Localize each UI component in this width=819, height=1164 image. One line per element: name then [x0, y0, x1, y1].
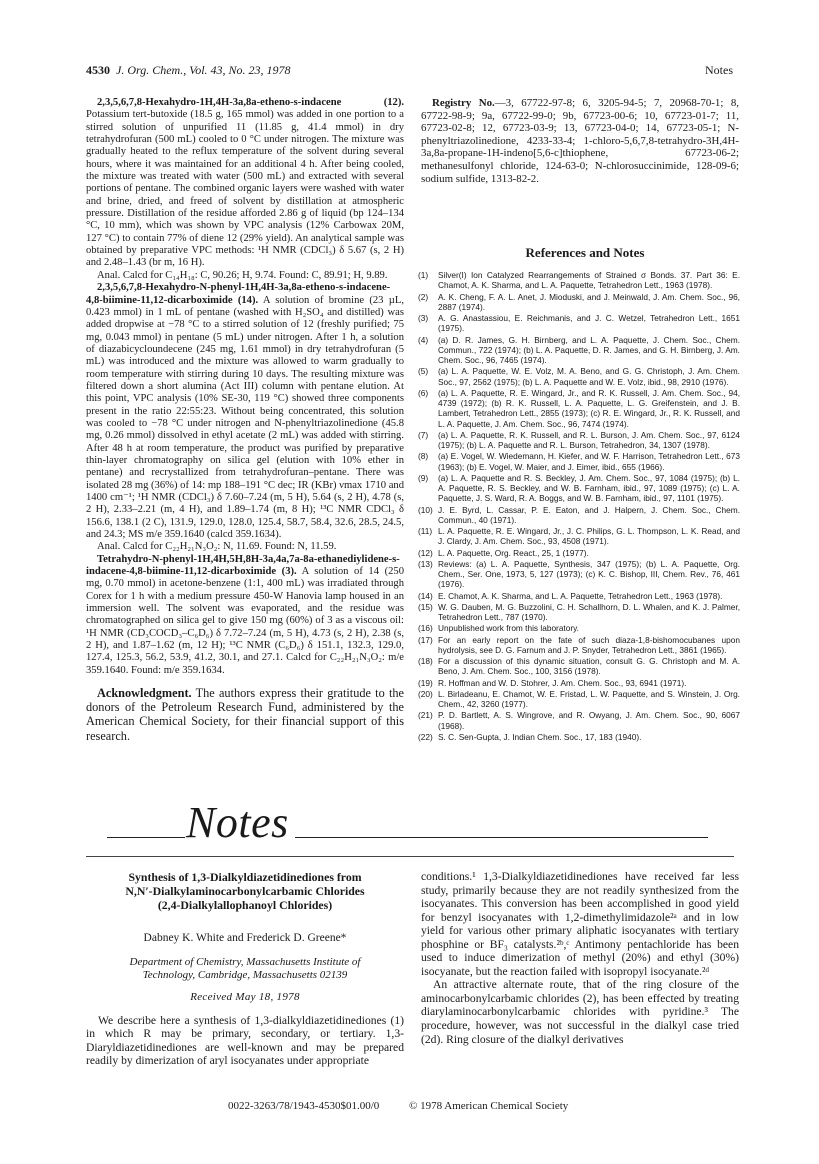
registry-paragraph — [421, 97, 739, 185]
reference-text: L. A. Paquette, Org. React., 25, 1 (1977). — [438, 547, 589, 558]
footer-code: 0022-3263/78/1943-4530$01.00/0 — [228, 1100, 380, 1112]
reference-text: A. K. Cheng, F. A. L. Anet, J. Mioduski, and J. Meinwald, J. Am. Chem. Soc., 96, 2887 (1974). — [438, 291, 740, 312]
references-title: References and Notes — [525, 245, 645, 260]
banner-rule-left — [107, 837, 185, 838]
reference-item — [418, 678, 740, 688]
registry-heading: Registry No. — [432, 97, 495, 109]
journal-citation: J. Org. Chem., Vol. 43, No. 23, 1978 — [116, 63, 291, 77]
analysis-12: Anal. Calcd for C₁₄H₁₈: C, 90.26; H, 9.74. Found: C, 89.91; H, 9.89. — [97, 269, 388, 281]
reference-number: (2) — [418, 291, 429, 302]
registry-text: —3, 67722-97-8; 6, 3205-94-5; 7, 20968-70-1; 8, 67722-98-9; 9a, 67722-99-0; 9b, 67723-00-6; 10, 67723-01-7; 11, 67723-02-8; 12, 67723-03-9; 13, 67723-04-0; 14, 67723-05-1; N-phenyltriazolinedione, 4233-33-4; 1-chloro-5,6,7,8-tetrahydro-3H,4H-3a,8a-propane-1H-indeno[5,6-c]thiophene, 67723-06-2; methanesulfonyl chloride, 124-63-0; N-chlorosuccinimide, 128-09-6; sodium sulfide, 1313-82-2. — [421, 97, 739, 185]
reference-item — [418, 430, 740, 451]
reference-item — [418, 635, 740, 656]
article-title-line-1: Synthesis of 1,3-Dialkyldiazetidinediones from — [128, 870, 362, 884]
page-number: 4530 — [86, 63, 110, 77]
running-header-left — [86, 63, 291, 78]
reference-text: J. E. Byrd, L. Cassar, P. E. Eaton, and J. Halpern, J. Chem. Soc., Chem. Commun., 40 (1971). — [438, 504, 740, 525]
reference-number: (7) — [418, 429, 429, 440]
article-title — [86, 870, 404, 912]
compound-14-heading: 2,3,5,6,7,8-Hexahydro-N-phenyl-1H,4H-3a,8a-etheno-s-indacene-4,8-biimine-11,12-dicarboximide (14). — [86, 282, 391, 306]
reference-item — [418, 366, 740, 387]
article-title-line-3: (2,4-Dialkylallophanoyl Chlorides) — [157, 898, 333, 912]
paragraph-compound-3 — [86, 554, 404, 677]
reference-text: P. D. Bartlett, A. S. Wingrove, and R. Owyang, J. Am. Chem. Soc., 90, 6067 (1968). — [438, 710, 740, 731]
reference-number: (19) — [418, 677, 433, 688]
running-header — [86, 63, 733, 79]
reference-item — [418, 335, 740, 366]
article-body-right — [421, 870, 739, 1046]
section-label: Notes — [705, 63, 733, 77]
reference-item — [418, 313, 740, 334]
reference-number: (1) — [418, 270, 429, 280]
reference-item — [418, 591, 740, 601]
reference-number: (16) — [418, 623, 433, 634]
intro-paragraph: We describe here a synthesis of 1,3-dialkyldiazetidinediones (1) in which R may be primary, secondary, or tertiary. 1,3-Diaryldiazetidinediones are well-known and may be prepared readily by dimerization of aryl isocyanates under appropriate — [86, 1014, 404, 1068]
reference-text: (a) E. Vogel, W. Wiedemann, H. Kiefer, and W. F. Harrison, Tetrahedron Lett., 673 (1963); (b) E. Vogel, W. Maier, and J. Eimer, ibid., 655 (1966). — [438, 451, 740, 472]
reference-item — [418, 602, 740, 623]
reference-number: (10) — [418, 504, 433, 515]
affiliation-line-1: Department of Chemistry, Massachusetts Institute of — [129, 956, 361, 968]
paragraph-compound-12 — [86, 97, 404, 270]
section-divider — [86, 856, 734, 857]
reference-text: For an early report on the fate of such diaza-1,8-bishomocubanes upon hydrolysis, see D. G. Farnum and J. P. Snyder, Tetrahedron Lett., 3861 (1965). — [438, 634, 740, 655]
reference-item — [418, 732, 740, 742]
reference-text: W. G. Dauben, M. G. Buzzolini, C. H. Schallhorn, D. L. Whalen, and K. J. Palmer, Tetrahedron Lett., 787 (1970). — [438, 601, 740, 622]
reference-item — [418, 526, 740, 547]
reference-item — [418, 623, 740, 633]
reference-number: (22) — [418, 731, 433, 742]
reference-item — [418, 473, 740, 504]
analysis-14: Anal. Calcd for C₂₂H₂₁N₃O₂: N, 11.69. Found: N, 11.59. — [97, 541, 337, 553]
reference-number: (18) — [418, 656, 433, 666]
acknowledgment-text: The authors express their gratitude to the donors of the Petroleum Research Fund, administered by the American Chemical Society, for their financial support of this research. — [86, 686, 404, 743]
reference-text: (a) L. A. Paquette, W. E. Volz, M. A. Beno, and G. G. Christoph, J. Am. Chem. Soc., 97, 2562 (1975); (b) L. A. Paquette and W. E. Volz, ibid., 98, 2910 (1976). — [438, 366, 740, 387]
reference-text: E. Chamot, A. K. Sharma, and L. A. Paquette, Tetrahedron Lett., 1963 (1978). — [438, 590, 723, 601]
reference-item — [418, 451, 740, 472]
affiliation-line-2: Technology, Cambridge, Massachusetts 02139 — [142, 969, 348, 981]
reference-number: (17) — [418, 634, 433, 645]
reference-number: (9) — [418, 472, 429, 483]
registry-block — [421, 97, 739, 185]
compound-3-heading: Tetrahydro-N-phenyl-1H,4H,5H,8H-3a,4a,7a-8a-ethanediylidene-s-indacene-4,8-biimine-11,12-dicarboximide (3). — [86, 553, 400, 578]
reference-number: (14) — [418, 590, 433, 601]
reference-text: L. Birladeanu, E. Chamot, W. E. Fristad, L. W. Paquette, and S. Winstein, J. Org. Chem., 42, 3260 (1977). — [438, 688, 740, 709]
reference-item — [418, 292, 740, 313]
compound-12-heading: 2,3,5,6,7,8-Hexahydro-1H,4H-3a,8a-etheno-s-indacene (12). — [97, 97, 404, 108]
body-paragraph-2: An attractive alternate route, that of the ring closure of the aminocarbonylcarbamic chlorides (2), has been effected by treating diarylaminocarbonylcarbamic chlorides with pyridine.³ The procedure, however, was not successful in the dialkyl case tried (2d). Ring closure of the dialkyl derivatives — [421, 978, 739, 1046]
footer-copyright: © 1978 American Chemical Society — [409, 1100, 569, 1112]
experimental-column — [86, 97, 404, 677]
reference-number: (4) — [418, 334, 429, 345]
reference-item — [418, 559, 740, 590]
reference-number: (15) — [418, 601, 433, 612]
reference-number: (21) — [418, 710, 433, 721]
article-title-line-2: N,N′-Dialkylaminocarbonylcarbamic Chlorides — [125, 884, 365, 898]
paragraph-compound-14 — [86, 282, 404, 541]
reference-text: A. G. Anastassiou, E. Reichmanis, and J. C. Wetzel, Tetrahedron Lett., 1651 (1975). — [438, 313, 740, 334]
reference-text: R. Hoffman and W. D. Stohrer, J. Am. Chem. Soc., 93, 6941 (1971). — [438, 677, 687, 688]
compound-3-body: A solution of 14 (250 mg, 0.70 mmol) in acetone-benzene (1:1, 400 mL) was irradiated through Corex for 1 h with a medium pressure 450-W Hanovia lamp housed in an immersion well. The solvent was evaporated, and the residue was chromatographed on silica gel to give 150 mg (60%) of 3 as a viscous oil: ¹H NMR (CD₃COCD₃–C₆D₆) δ 7.72–7.24 (m, 5 H), 4.73 (s, 2 H), 2.38 (s, 2 H), and 1.87–1.62 (m, 12 H); ¹³C NMR (C₆D₆) δ 151.1, 132.3, 129.0, 127.4, 125.3, 56.2, 53.9, 41.2, 30.1, and 27.1. Calcd for C₂₂H₂₁N₃O₂: m/e 359.1640. Found: m/e 359.1634. — [86, 566, 404, 676]
reference-text: S. C. Sen-Gupta, J. Indian Chem. Soc., 17, 183 (1940). — [438, 731, 642, 742]
article-intro — [86, 1014, 404, 1068]
reference-text: (a) L. A. Paquette and R. S. Beckley, J. Am. Chem. Soc., 97, 1084 (1975); (b) L. A. Paquette, R. S. Beckley, and W. B. Farnham, ibid., 97, 1089 (1975); (c) L. A. Paquette, J. S. Ward, R. A. Boggs, and W. B. Farnham, ibid., 97, 1101 (1975). — [438, 472, 740, 504]
reference-text: For a discussion of this dynamic situation, consult G. G. Christoph and M. A. Beno, J. Am. Chem. Soc., 100, 3156 (1978). — [438, 656, 740, 677]
reference-text: Unpublished work from this laboratory. — [438, 623, 579, 634]
reference-number: (5) — [418, 366, 429, 377]
references-list — [418, 270, 740, 743]
reference-text: Silver(I) Ion Catalyzed Rearrangements of Strained σ Bonds. 37. Part 36: E. Chamot, A. K. Sharma, and L. A. Paquette, Tetrahedron Lett., 1963 (1978). — [438, 270, 740, 291]
received-date: Received May 18, 1978 — [190, 991, 300, 1003]
reference-number: (3) — [418, 313, 429, 323]
reference-text: L. A. Paquette, R. E. Wingard, Jr., J. C. Philips, G. L. Thompson, L. K. Read, and J. Clardy, J. Am. Chem. Soc., 93, 4508 (1971). — [438, 526, 740, 547]
reference-text: Reviews: (a) L. A. Paquette, Synthesis, 347 (1975); (b) L. A. Paquette, Org. Chem., Ser. One, 1973, 5, 127 (1973); (c) K. C. Bishop, III, Chem. Rev., 76, 461 (1976). — [438, 558, 740, 590]
reference-number: (12) — [418, 547, 433, 558]
reference-number: (13) — [418, 558, 433, 569]
reference-item — [418, 689, 740, 710]
reference-item — [418, 505, 740, 526]
acknowledgment — [86, 686, 404, 743]
reference-item — [418, 656, 740, 677]
article-affiliation — [86, 956, 404, 982]
banner-rule-right — [295, 837, 708, 838]
compound-12-body: Potassium tert-butoxide (18.5 g, 165 mmol) was added in one portion to a stirred solution of unpurified 11 (11.85 g, 41.4 mmol) in dry tetrahydrofuran (500 mL) cooled to 0 °C under nitrogen. The mixture was gradually heated to the reflux temperature of the solvent during several hours, where it was maintained for an additional 4 h. After being cooled, the mixture was treated with water (500 mL) and extracted with several portions of pentane. The combined organic layers were washed with water and brine, dried, and freed of solvent by distillation at atmospheric pressure. Distillation of the residue afforded 2.86 g of liquid (bp 124–134 °C, 10 mm), which was shown by VPC analysis (12% Carbowax 20M, 127 °C) to contain 77% of diene 12 (29% yield). An analytical sample was obtained by preparative VPC methods: ¹H NMR (CDCl₃) δ 5.67 (s, 2 H) and 2.48–1.43 (br m, 16 H). — [86, 109, 404, 269]
notes-banner: Notes — [186, 798, 289, 847]
reference-item — [418, 548, 740, 558]
reference-number: (8) — [418, 451, 429, 462]
acknowledgment-heading: Acknowledgment. — [97, 686, 192, 700]
reference-text: (a) D. R. James, G. H. Birnberg, and L. A. Paquette, J. Chem. Soc., Chem. Commun., 722 (1974); (b) L. A. Paquette, D. R. James, and G. H. Birnberg, J. Am. Chem. Soc., 96, 7465 (1974). — [438, 334, 740, 365]
reference-item — [418, 710, 740, 731]
reference-text: (a) L. A. Paquette, R. K. Russell, and R. L. Burson, J. Am. Chem. Soc., 97, 6124 (1975); (b) L. A. Paquette and R. L. Burson, Tetrahedron, 34, 1307 (1978). — [438, 429, 740, 450]
compound-14-body: A solution of bromine (23 µL, 0.423 mmol) in 1 mL of pentane (washed with H₂SO₄ and distilled) was added dropwise at −78 °C to a stirred solution of 12 (freshly purified; 75 mg, 0.043 mmol) in pentane (5 mL) under nitrogen. After 1 h, a solution of diazabicycloundecene (245 mg, 1.61 mmol) in dry tetrahydrofuran (5 mL) was introduced and the mixture was allowed to warm gradually to room temperature with stirring during 10 days. The resulting mixture was filtered down a short alumina (Act III) column with pentane elution. At this point, VPC analysis (10% SE-30, 119 °C) showed three components present in the ratio 22:55:23. Without being concentrated, this solution was cooled to −78 °C under nitrogen and N-phenyltriazolinedione (45.8 mg, 0.26 mmol) dissolved in ethyl acetate (2 mL) was added with stirring. After 48 h at room temperature, the product was purified by preparative thin-layer chromatography on silica gel (elution with 10% ether in pentane) and recrystallized from tetrahydrofuran–pentane. There was isolated 28 mg (36%) of 14: mp 188–191 °C dec; IR (KBr) νmax 1710 and 1400 cm⁻¹; ¹H NMR (CDCl₃) δ 7.60–7.24 (m, 5 H), 5.64 (s, 2 H), 4.78 (s, 2 H), 2.33–2.21 (m, 4 H), and 1.89–1.74 (m, 8 H); ¹³C NMR CDCl₃ δ 156.6, 138.1 (2 C), 131.9, 129.0, 128.0, 125.4, 58.7, 58.4, 32.6, 28.5, 24.5, and 24.3; MS m/e 359.1640 (calcd 359.1634). — [86, 294, 404, 541]
reference-text: (a) L. A. Paquette, R. E. Wingard, Jr., and R. K. Russell, J. Am. Chem. Soc., 94, 4739 (1972); (b) R. K. Russell, L. A. Paquette, L. G. Greifenstein, and J. B. Lambert, Tetrahedron Lett., 2855 (1973); (c) R. E. Wingard, Jr., R. K. Russell, and L. A. Paquette, J. Am. Chem. Soc., 96, 7474 (1974). — [438, 387, 740, 429]
reference-number: (20) — [418, 688, 433, 699]
reference-item — [418, 388, 740, 429]
reference-number: (11) — [418, 526, 433, 536]
reference-number: (6) — [418, 387, 429, 398]
body-paragraph-1: conditions.¹ 1,3-Dialkyldiazetidinediones have received far less study, primarily because they are not readily synthesized from the isocyanates. This conversion has been accomplished in good yield for benzyl isocyanates with 1,2-dimethylimidazole²ᵃ and in low yield for various other primary aliphatic isocyanates with tertiary phosphine or BF₃ catalysts.²ᵇ,ᶜ Antimony pentachloride has been used to induce dimerization of methyl (20%) and ethyl (30%) isocyanate, but the reaction failed with isopropyl isocyanate.²ᵈ — [421, 870, 739, 978]
reference-item — [418, 270, 740, 291]
article-authors: Dabney K. White and Frederick D. Greene* — [143, 932, 347, 944]
